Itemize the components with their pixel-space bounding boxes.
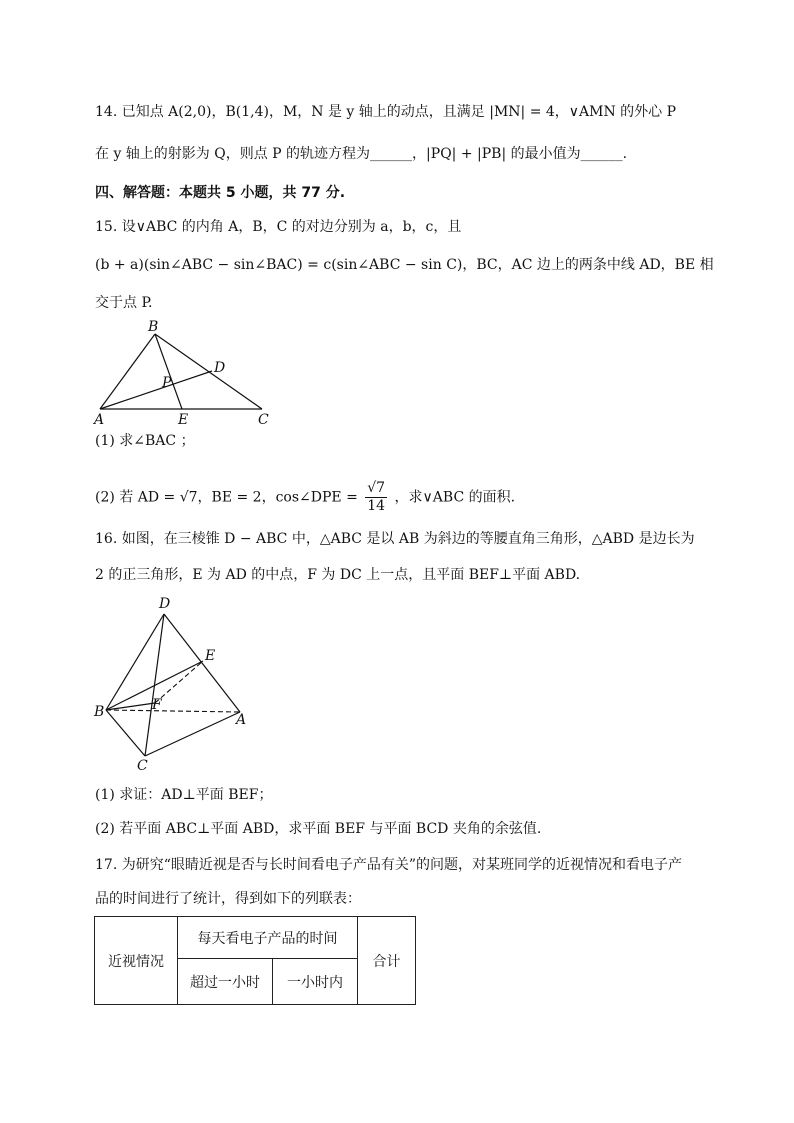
label-A: A xyxy=(236,712,247,728)
q15-line1: 15. 设∨ABC 的内角 A，B，C 的对边分别为 a，b，c，且 xyxy=(95,219,462,235)
q16-part2: (2) 若平面 ABC⊥平面 ABD，求平面 BEF 与平面 BCD 夹角的余弦值. xyxy=(95,821,542,837)
label-P: P xyxy=(162,375,172,391)
col-header-total: 合计 xyxy=(358,917,416,1005)
q15-part1: (1) 求∠BAC ； xyxy=(95,433,195,449)
q15-line3: 交于点 P. xyxy=(95,295,153,311)
label-C: C xyxy=(137,758,148,774)
label-B: B xyxy=(94,704,105,720)
col-header-myopia: 近视情况 xyxy=(95,917,178,1005)
q15-part2-b: ，求∨ABC 的面积. xyxy=(394,489,516,506)
label-E: E xyxy=(205,648,216,664)
q17-line1: 17. 为研究“眼睛近视是否与长时间看电子产品有关”的问题，对某班同学的近视情况和看电子产 xyxy=(95,857,683,873)
fraction-numerator: √7 xyxy=(367,480,386,496)
label-F: F xyxy=(152,697,162,713)
contingency-table xyxy=(94,916,416,1005)
q16-pyramid-figure xyxy=(90,590,260,776)
col-header-over-hour: 超过一小时 xyxy=(178,959,273,1005)
q16-part1: (1) 求证：AD⊥平面 BEF； xyxy=(95,787,273,803)
label-C: C xyxy=(258,412,269,428)
section-header: 四、解答题：本题共 5 小题，共 77 分. xyxy=(95,185,346,201)
label-E: E xyxy=(178,412,189,428)
q14-line1: 14. 已知点 A(2,0)，B(1,4)，M，N 是 y 轴上的动点，且满足 |MN| = 4，∨AMN 的外心 P xyxy=(95,104,677,120)
q15-part2-a: (2) 若 AD = √7，BE = 2，cos∠DPE = xyxy=(95,489,358,506)
q15-triangle-figure xyxy=(90,316,280,428)
group-header-screen-time: 每天看电子产品的时间 xyxy=(178,917,358,959)
q16-line1: 16. 如图，在三棱锥 D − ABC 中，△ABC 是以 AB 为斜边的等腰直角三角形，△ABD 是边长为 xyxy=(95,531,695,547)
q16-line2: 2 的正三角形，E 为 AD 的中点，F 为 DC 上一点，且平面 BEF⊥平面 ABD. xyxy=(95,567,581,583)
col-header-within-hour: 一小时内 xyxy=(273,959,358,1005)
q15-line2: (b + a)(sin∠ABC − sin∠BAC) = c(sin∠ABC − sin C)，BC，AC 边上的两条中线 AD，BE 相 xyxy=(95,257,714,273)
fraction-denominator: 14 xyxy=(367,498,386,514)
label-D: D xyxy=(214,360,226,376)
q17-line2: 品的时间进行了统计，得到如下的列联表： xyxy=(95,891,361,907)
label-B: B xyxy=(148,319,159,335)
q14-line2: 在 y 轴上的射影为 Q，则点 P 的轨迹方程为______，|PQ| + |PB| 的最小值为______. xyxy=(95,146,628,162)
label-A: A xyxy=(94,412,105,428)
fraction xyxy=(365,480,387,515)
q15-part2 xyxy=(95,480,515,515)
label-D: D xyxy=(159,596,171,612)
